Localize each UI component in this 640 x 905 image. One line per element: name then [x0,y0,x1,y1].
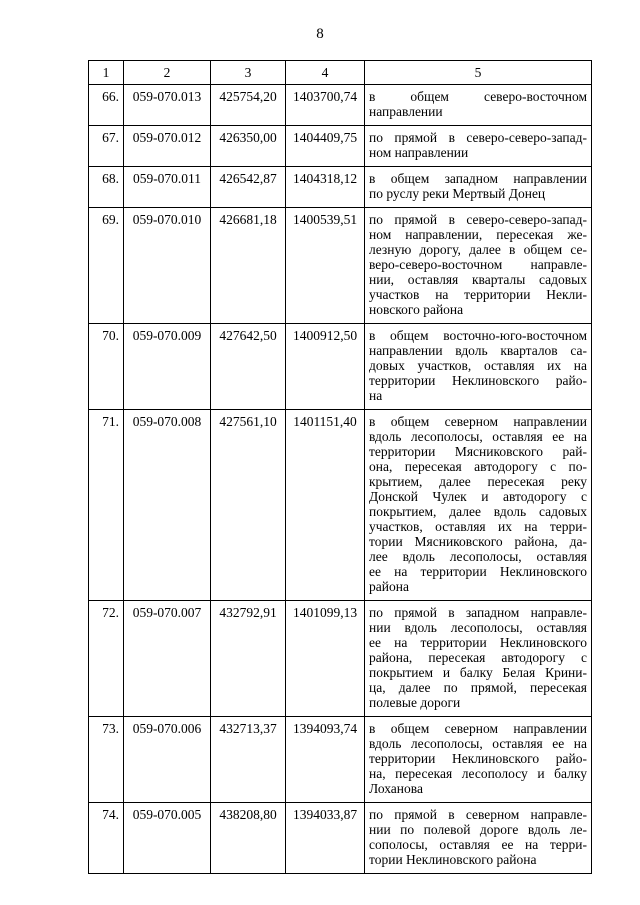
coordinate-x: 427642,50 [211,324,286,410]
description-line: лее вдоль лесополосы, оставляя [369,549,587,564]
coordinate-y: 1404409,75 [286,126,365,167]
coordinate-y: 1394033,87 [286,803,365,874]
description-line: покрытием, далее вдоль садовых [369,504,587,519]
description-line: ее на территории Неклиновского [369,564,587,579]
table-row [89,85,592,126]
coordinate-y: 1394093,74 [286,717,365,803]
coordinate-y: 1404318,12 [286,167,365,208]
coordinate-x: 432792,91 [211,601,286,717]
boundary-description [365,324,592,410]
column-header: 1 [89,61,124,85]
description-line: вдоль лесополосы, оставляя ее на [369,429,587,444]
description-line: в общем западном направлении [369,171,587,186]
description-line: участков на территории Некли- [369,287,587,302]
description-line: Лоханова [369,781,423,796]
description-line: нии, оставляя кварталы садовых [369,272,587,287]
boundary-description [365,167,592,208]
description-line: тории Неклиновского района [369,852,537,867]
column-header: 5 [365,61,592,85]
row-number: 69. [89,208,124,324]
description-line: сополосы, оставляя ее на терри- [369,837,587,852]
description-line: Донской Чулек и автодорогу с [369,489,587,504]
table-row [89,126,592,167]
description-line: довых участков, оставляя их на [369,358,587,373]
point-code: 059-070.006 [124,717,211,803]
row-number: 74. [89,803,124,874]
boundary-table [88,60,592,874]
table-header-row [89,61,592,85]
column-header: 4 [286,61,365,85]
row-number: 70. [89,324,124,410]
boundary-description [365,85,592,126]
description-line: на, пересекая лесополосу и балку [369,766,587,781]
description-line: территории Неклиновского райо- [369,751,587,766]
description-line: новского района [369,302,464,317]
row-number: 72. [89,601,124,717]
description-line: лезную дорогу, далее в общем се- [369,242,587,257]
description-line: участков, оставляя их на терри- [369,519,587,534]
row-number: 73. [89,717,124,803]
point-code: 059-070.007 [124,601,211,717]
column-header: 2 [124,61,211,85]
boundary-description [365,126,592,167]
coordinate-x: 425754,20 [211,85,286,126]
description-line: в общем северо-восточном [369,89,587,104]
coordinate-x: 432713,37 [211,717,286,803]
description-line: направлении вдоль кварталов са- [369,343,587,358]
table-row [89,324,592,410]
boundary-description [365,717,592,803]
description-line: она, пересекая автодорогу с по- [369,459,587,474]
column-header: 3 [211,61,286,85]
table-row [89,410,592,601]
row-number: 66. [89,85,124,126]
table-row [89,601,592,717]
point-code: 059-070.005 [124,803,211,874]
description-line: в общем восточно-юго-восточном [369,328,587,343]
description-line: нии по полевой дороге вдоль ле- [369,822,587,837]
description-line: по руслу реки Мертвый Донец [369,186,546,201]
description-line: района [369,579,409,594]
description-line: вдоль лесополосы, оставляя ее на [369,736,587,751]
description-line: в общем северном направлении [369,414,587,429]
description-line: по прямой в северо-северо-запад- [369,212,587,227]
coordinate-y: 1400912,50 [286,324,365,410]
table-row [89,803,592,874]
boundary-description [365,601,592,717]
description-line: по прямой в северном направле- [369,807,587,822]
point-code: 059-070.011 [124,167,211,208]
description-line: тории Мясниковского района, да- [369,534,587,549]
coordinate-y: 1401151,40 [286,410,365,601]
description-line: нии вдоль лесополосы, оставляя [369,620,587,635]
coordinate-x: 426681,18 [211,208,286,324]
description-line: веро-северо-восточном направле- [369,257,587,272]
description-line: на [369,388,383,403]
table-row [89,208,592,324]
description-line: крытием, далее пересекая реку [369,474,587,489]
coordinate-x: 438208,80 [211,803,286,874]
description-line: в общем северном направлении [369,721,587,736]
description-line: полевые дороги [369,695,461,710]
description-line: направлении [369,104,443,119]
row-number: 68. [89,167,124,208]
table-row [89,167,592,208]
coordinate-x: 426542,87 [211,167,286,208]
description-line: территории Неклиновского райо- [369,373,587,388]
description-line: территории Мясниковского рай- [369,444,587,459]
point-code: 059-070.009 [124,324,211,410]
point-code: 059-070.012 [124,126,211,167]
boundary-description [365,208,592,324]
description-line: покрытием и балку Белая Крини- [369,665,587,680]
point-code: 059-070.013 [124,85,211,126]
boundary-description [365,803,592,874]
description-line: ном направлении, пересекая же- [369,227,587,242]
coordinate-x: 427561,10 [211,410,286,601]
row-number: 71. [89,410,124,601]
coordinate-y: 1401099,13 [286,601,365,717]
description-line: ном направлении [369,145,469,160]
coordinate-y: 1400539,51 [286,208,365,324]
page-number: 8 [316,26,324,42]
description-line: ца, далее по прямой, пересекая [369,680,587,695]
description-line: по прямой в северо-северо-запад- [369,130,587,145]
description-line: района, пересекая автодорогу с [369,650,587,665]
table-row [89,717,592,803]
point-code: 059-070.008 [124,410,211,601]
description-line: ее на территории Неклиновского [369,635,587,650]
point-code: 059-070.010 [124,208,211,324]
boundary-description [365,410,592,601]
row-number: 67. [89,126,124,167]
description-line: по прямой в западном направле- [369,605,587,620]
coordinate-y: 1403700,74 [286,85,365,126]
coordinate-x: 426350,00 [211,126,286,167]
